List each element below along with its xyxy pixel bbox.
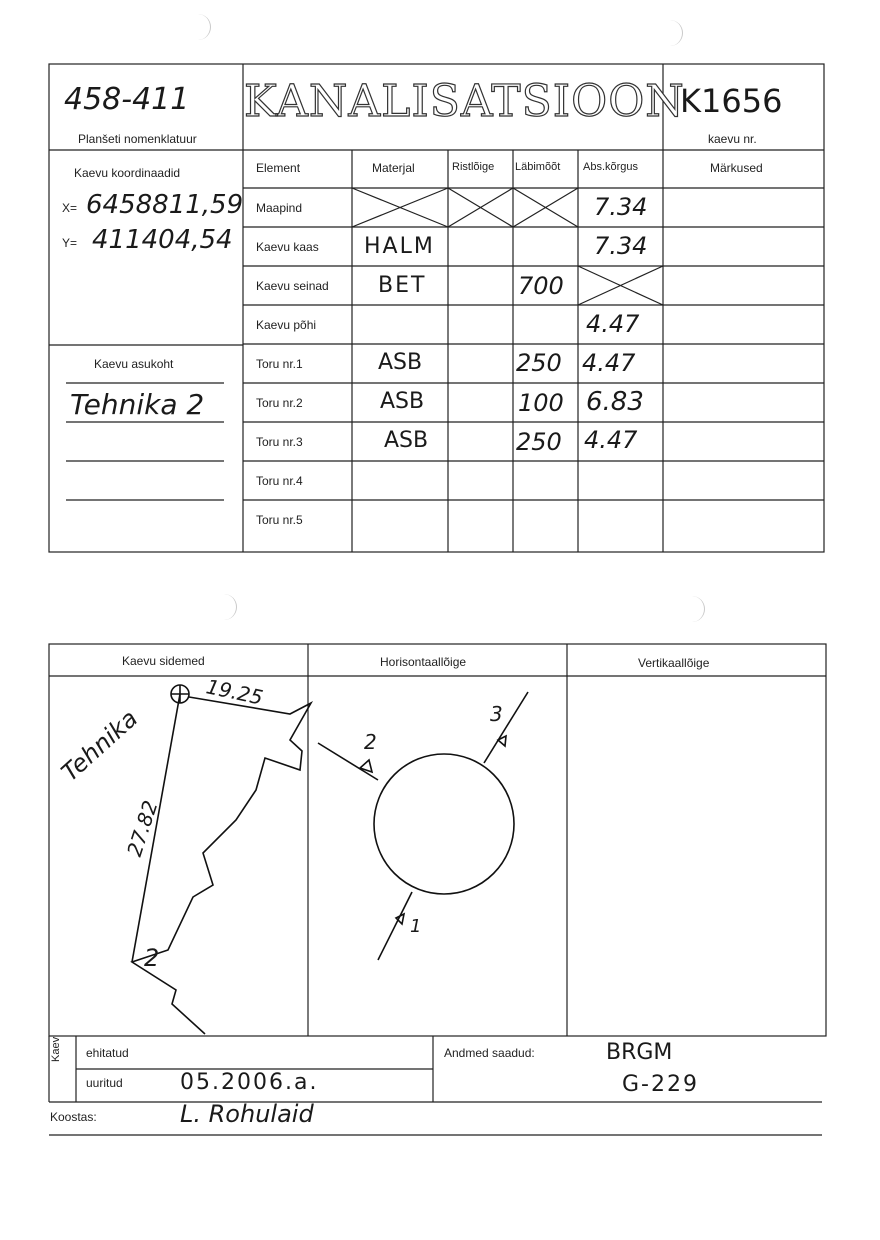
header-abs-height: Abs.kõrgus xyxy=(583,161,639,173)
cell-height: 7.34 xyxy=(594,232,648,260)
header-material: Materjal xyxy=(372,161,415,175)
cell-height: 4.47 xyxy=(586,310,640,338)
header-element: Element xyxy=(256,161,301,175)
row-element: Kaevu kaas xyxy=(256,240,319,254)
sheet-number: 458-411 xyxy=(64,82,190,117)
header-diameter: Läbimõõt xyxy=(515,161,561,173)
cell-material: ASB xyxy=(378,350,423,375)
cell-height: 4.47 xyxy=(584,426,638,454)
side-label-well: Kaev xyxy=(50,1036,62,1062)
cell-height: 6.83 xyxy=(586,387,644,417)
compiler-value: L. Rohulaid xyxy=(180,1100,314,1128)
row-element: Toru nr.1 xyxy=(256,357,303,371)
cell-diameter: 250 xyxy=(516,428,562,456)
row-element: Toru nr.4 xyxy=(256,474,303,488)
x-prefix: X= xyxy=(62,201,78,215)
sketch-title-connections: Kaevu sidemed xyxy=(122,654,205,668)
data-source-value: BRGM xyxy=(606,1040,673,1065)
distance-side: 27.82 xyxy=(122,797,163,860)
row-element: Toru nr.2 xyxy=(256,396,303,410)
row-element: Maapind xyxy=(256,201,303,215)
row-element: Kaevu põhi xyxy=(256,318,317,332)
pipe-label-2: 2 xyxy=(364,730,377,754)
horizontal-section-sketch xyxy=(318,692,528,960)
cell-material: ASB xyxy=(384,428,429,453)
row-element: Toru nr.5 xyxy=(256,513,303,527)
cell-height: 7.34 xyxy=(594,193,648,221)
street-label: Tehnika xyxy=(56,704,144,787)
y-prefix: Y= xyxy=(62,236,78,250)
cell-material: BET xyxy=(378,273,427,298)
cell-diameter: 100 xyxy=(518,389,564,417)
cell-height: 4.47 xyxy=(582,349,636,377)
built-label: ehitatud xyxy=(86,1046,129,1060)
cell-material: ASB xyxy=(380,389,425,414)
sketch-title-horizontal: Horisontaallõige xyxy=(380,655,467,669)
well-number-label: kaevu nr. xyxy=(708,132,757,146)
surveyed-label: uuritud xyxy=(86,1076,123,1090)
compiler-label: Koostas: xyxy=(50,1110,97,1124)
pipe-label-1: 1 xyxy=(410,916,422,937)
cell-material: HALM xyxy=(364,234,435,259)
page-title: KANALISATSIOON xyxy=(244,76,685,127)
cell-diameter: 250 xyxy=(516,349,562,377)
header-notes: Märkused xyxy=(710,161,763,175)
data-source-label: Andmed saadud: xyxy=(444,1046,535,1060)
header-cross-section: Ristlõige xyxy=(452,161,495,173)
data-source-code: G-229 xyxy=(622,1072,699,1097)
pipe-label-3: 3 xyxy=(490,702,503,726)
well-connection-sketch xyxy=(132,685,311,1034)
row-element: Toru nr.3 xyxy=(256,435,303,449)
location-label: Kaevu asukoht xyxy=(94,357,174,371)
corner-mark: 2 xyxy=(144,944,160,972)
x-coordinate: 6458811,59 xyxy=(86,190,244,220)
location-address: Tehnika 2 xyxy=(70,388,205,421)
cell-diameter: 700 xyxy=(518,272,564,300)
y-coordinate: 411404,54 xyxy=(92,225,233,255)
surveyed-value: 05.2006.a. xyxy=(180,1070,319,1095)
sketch-title-vertical: Vertikaallõige xyxy=(638,656,710,670)
row-element: Kaevu seinad xyxy=(256,279,329,293)
distance-top: 19.25 xyxy=(204,674,266,710)
sheet-number-label: Planšeti nomenklatuur xyxy=(78,132,197,146)
coordinates-label: Kaevu koordinaadid xyxy=(74,166,181,180)
well-number: K1656 xyxy=(680,82,783,120)
